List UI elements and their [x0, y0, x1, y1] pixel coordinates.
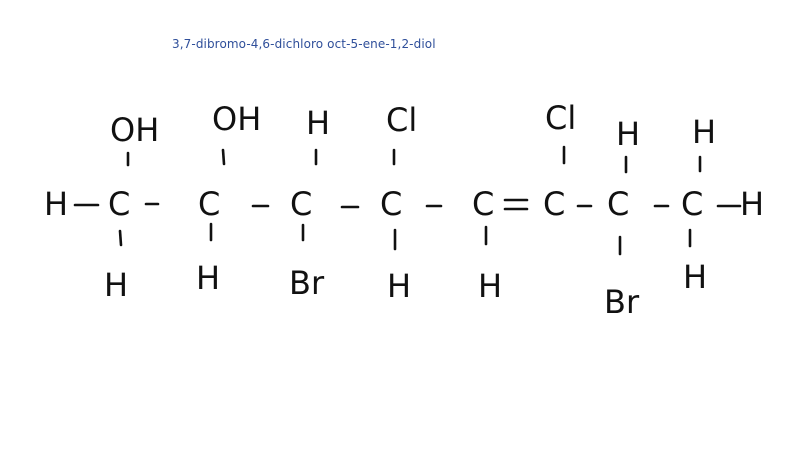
substituent-c7-top: H — [616, 115, 641, 153]
substituent-c7-bottom: Br — [604, 283, 640, 321]
carbon-7: C — [607, 185, 630, 223]
carbon-8: C — [681, 185, 704, 223]
carbon-5: C — [472, 185, 495, 223]
upper-substituent-bonds — [128, 147, 700, 172]
lower-substituent-bonds — [120, 224, 690, 254]
backbone-bonds — [75, 200, 740, 209]
terminal-hydrogen-right: H — [740, 185, 765, 223]
substituent-c2-top: OH — [212, 100, 262, 138]
carbon-4: C — [380, 185, 403, 223]
carbon-1: C — [108, 185, 131, 223]
carbon-3: C — [290, 185, 313, 223]
compound-name-caption: 3,7-dibromo-4,6-dichloro oct-5-ene-1,2-diol — [172, 37, 436, 51]
substituent-c1-top: OH — [110, 111, 160, 149]
substituent-c2-bottom: H — [196, 259, 221, 297]
bond-c1-down — [120, 231, 121, 245]
substituent-c4-top: Cl — [386, 101, 418, 139]
substituent-c1-bottom: H — [104, 266, 129, 304]
carbon-2: C — [198, 185, 221, 223]
substituent-c4-bottom: H — [387, 267, 412, 305]
substituent-c6-top: Cl — [545, 99, 577, 137]
substituent-c3-bottom: Br — [289, 264, 325, 302]
substituent-c3-top: H — [306, 104, 331, 142]
substituent-c8-bottom: H — [683, 258, 708, 296]
carbon-6: C — [543, 185, 566, 223]
substituent-c5-bottom: H — [478, 267, 503, 305]
bond-c2-up — [223, 150, 224, 164]
substituent-c8-top: H — [692, 113, 717, 151]
terminal-hydrogen-left: H — [44, 185, 69, 223]
